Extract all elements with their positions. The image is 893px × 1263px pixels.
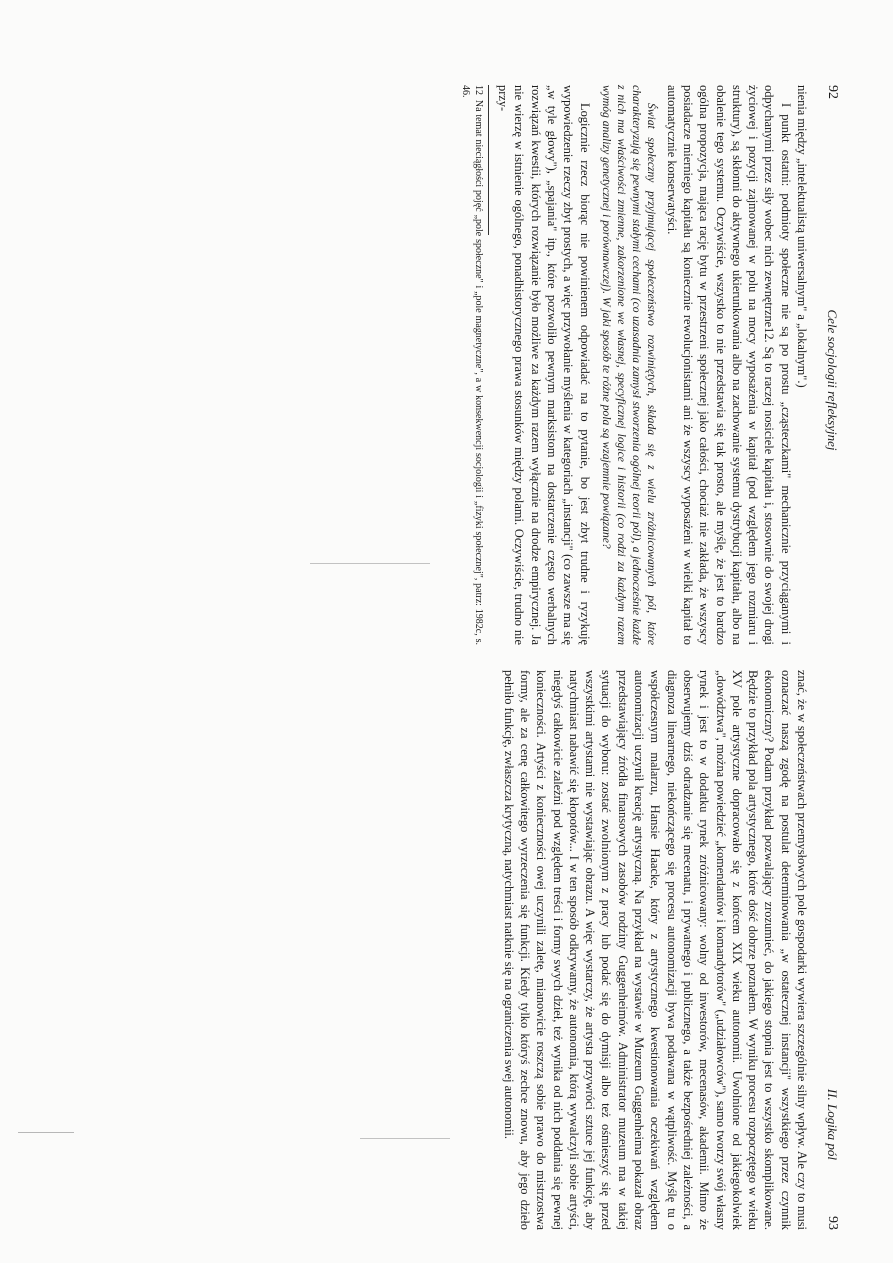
running-head-title-right: II. Logika pól: [825, 1088, 840, 1160]
paragraph: nienia między „intelektualistą uniwersalnym" a „lokalnym".): [795, 85, 809, 388]
page-number-right: 93: [825, 1216, 840, 1230]
scan-artifact-line: [360, 1138, 450, 1139]
footnote-text: Na temat nieciągłości pojęć „pole społeczne" i „pole magnetyczne", a w konsekwencji socjologii i „fizyki społecznej", patrz: 1982c, s. 46.: [460, 85, 484, 645]
body-text-right: [500, 670, 810, 1230]
page-93: [450, 670, 840, 1230]
page-92: [450, 85, 840, 645]
page-number-left: 92: [825, 85, 840, 99]
footnote-number: 12: [472, 85, 484, 95]
paragraph: I punkt ostatni: podmioty społeczne nie są po prostu „cząsteczkami" mechanicznie przyciąganymi i odpychanymi przez siły wobec nich zewnętrzne12. Są to raczej nosiciele kapitału i, stosownie do swojej drogi życiowej i pozycji zajmowanej w polu na mocy wyposażenia w kapitał (pod względem jego rozmiaru i struktury), są skłonni do aktywnego ukierunkowania albo na zachowanie systemu dystrybucji kapitału, albo na obalenie tego systemu. Oczywiście, wszystko to nie przedstawia się tak prosto, ale myślę, że jest to bardzo ogólna propozycja, mająca rację bytu w przestrzeni społecznej jako całości, chociaż nie zakłada, że wszyscy posiadacze mierniego kapitału są koniecznie rewolucjonistami ani że wszyscy wyposażeni w wielki kapitał to automatycznie konserwatyści.: [664, 85, 793, 645]
scan-artifact-line: [310, 563, 430, 564]
interview-question: Świat społeczny przyjmującej społeczeństwo rozwiniętych, składa się z wielu zróżnicowanych pól, które charakteryzują się pewnymi stałymi cechami (co uzasadnia zamysł stworzenia ogólnej teorii pól), a jednocześnie każde z nich ma właściwości zmienne, zakorzenione we własnej, specyficznej logice i historii (co rodzi za każdym razem wymóg analizy genetycznej i porównawczej). W jaki sposób te różne pola są wzajemnie powiązane?: [599, 85, 659, 645]
interview-answer: Logicznie rzecz biorąc nie powinienem odpowiadać na to pytanie, bo jest zbyt trudne i ryzykuję wypowiedzenie rzeczy zbyt prostych, a więc przywołanie myślenia w kategoriach „instancji" (co zawsze ma się „w tyle głowy"), „spajania" itp., które pozwoliło pewnym marksistom na dostarczenie często werbalnych rozwiązań kwestii, których rozwiązanie było możliwe za każdym razem wyłącznie na drodze empirycznej. Ja nie wierzę w istnienie ogólnego, ponadhistorycznego prawa stosunków między polami. Oczywiście, trudno nie przy-: [496, 85, 592, 645]
running-head-left: [818, 85, 840, 645]
paragraph: znać, że w społeczeństwach przemysłowych pole gospodarki wywiera szczególnie silny wpływ. Ale czy to musi oznaczać naszą zgodę na postulat determinowania „w ostatecznej instancji" wszystkiego przez czynnik ekonomiczny? Podam przykład pozwalający zrozumieć, do jakiego stopnia jest to wszystko skomplikowane. Będzie to przykład pola artystycznego, które dość dobrze poznałem. W wyniku procesu rozpoczętego w wieku XV pole artystyczne dopracowało się z końcem XIX wieku autonomii. Uwolnione od jakiegokolwiek „dowództwa", można powiedzieć „komendantów i komandytorów" („udziałowców"), samo tworzy swój własny rynek i jest to w dodatku rynek zróżnicowany: wolny od inwestorów, mecenasów, akademii. Mimo że obserwujemy dziś odradzanie się mecenatu, i prywatnego i publicznego, a także bezpośredniej zależności, a diagnoza linearnego, niekończącego się procesu autonomizacji bywa podawana w wątpliwość. Myślę tu o współczesnym malarzu, Hansie Haacke, który z artystycznego kwestionowania oczekiwań względem autonomizacji uczynił kreację artystyczną. Na przykład na wystawie w Muzeum Guggenheima pokazał obraz przedstawiający źródła finansowych zasobów rodziny Guggenheimów. Administrator muzeum ma w takiej sytuacji do wyboru: zostać zwolnionym z pracy lub podać się do dymisji albo też ośmieszyć się przed wszystkimi artystami nie wystawiając obrazu. A więc wystarczy, że artysta przywróci sztuce jej funkcję, aby natychmiast nabawić się kłopotów... I w ten sposób odkrywamy, że autonomia, którą wywalczyli sobie artyści, niegdyś całkowicie zależni pod względem treści i formy swych dzieł, też wynika od nich poddania się pewnej konieczności. Artyści z konieczności owej uczynili zaletę, mianowicie roszczą sobie prawo do mistrzostwa formy, ale za cenę całkowitego wyrzeczenia się funkcji. Kiedy tylko któryś zechce znowu, aby jego dzieło pełniło funkcję, zwłaszcza krytyczną, natychmiast natknie się na ograniczenia swej autonomii.: [501, 670, 809, 1230]
footnote: [459, 85, 484, 645]
scan-artifact-line: [18, 1132, 74, 1133]
body-text-left: [459, 85, 810, 645]
running-head-right: [818, 670, 840, 1230]
running-head-title-left: Cele socjologii refleksyjnej: [825, 309, 840, 451]
footnote-rule: [488, 85, 489, 235]
